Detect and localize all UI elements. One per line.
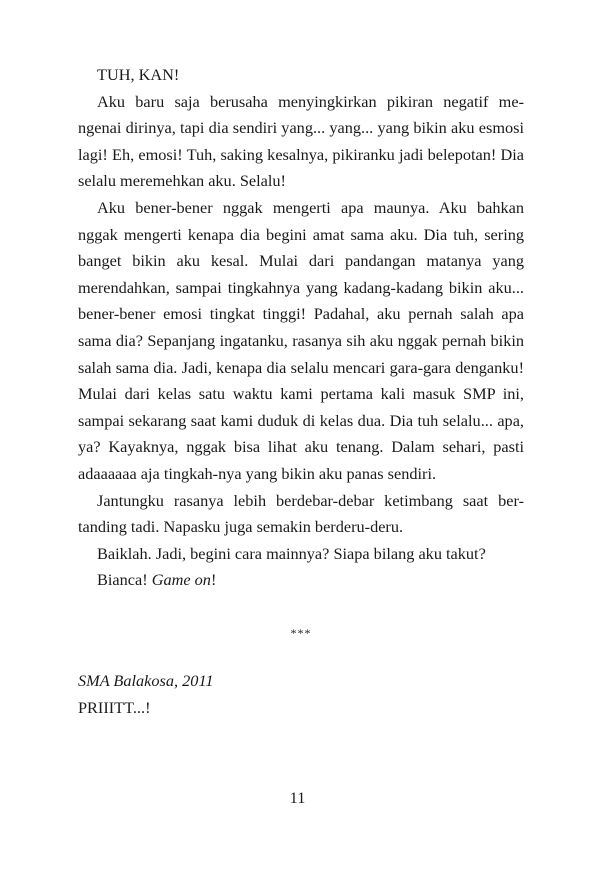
book-page (78, 62, 524, 722)
paragraph-1: Aku baru saja berusaha menyingkirkan pikiran negatif me-ngenai dirinya, tapi dia sendiri yang... yang... yang bikin aku esmosi lagi! Eh, emosi! Tuh, saking kesalnya, pikiranku jadi belepotan! Dia selalu meremehkan aku. Selalu! (78, 91, 524, 191)
game-on-emphasis: Game on (151, 570, 211, 590)
paragraph-exclamation: TUH, KAN! (97, 65, 180, 84)
dateline: SMA Balakosa, 2011 (78, 671, 214, 691)
paragraph-3: Jantungku rasanya lebih berdebar-debar ketimbang saat ber-tanding tadi. Napasku juga semakin berderu-deru. (78, 490, 524, 537)
paragraph-2: Aku bener-bener nggak mengerti apa maunya. Aku bahkan nggak mengerti kenapa dia begini amat sama aku. Dia tuh, sering banget bikin aku kesal. Mulai dari pandangan matanya yang merendahkan, sampai tingkahnya yang kadang-kadang bikin aku... bener-bener emosi tingkat tinggi! Padahal, aku pernah salah apa sama dia? Sepanjang ingatanku, rasanya sih aku nggak pernah bikin salah sama dia. Jadi, kenapa dia selalu mencari gara-gara denganku! Mulai dari kelas satu waktu kami pertama kali masuk SMP ini, sampai sekarang saat kami duduk di kelas dua. Dia tuh selalu... apa, ya? Kayaknya, nggak bisa lihat aku tenang. Dalam sehari, pasti adaaaaaa aja tingkah-nya yang bikin aku panas sendiri. (78, 197, 524, 483)
opening-line: PRIIITT...! (78, 698, 151, 718)
paragraph-game-on (78, 567, 524, 594)
game-on-suffix: ! (210, 570, 217, 590)
page-number: 11 (289, 788, 306, 807)
paragraph-4: Baiklah. Jadi, begini cara mainnya? Siapa bilang aku takut? (97, 543, 486, 563)
game-on-prefix: Bianca! (97, 570, 152, 590)
section-separator: *** (290, 625, 312, 640)
